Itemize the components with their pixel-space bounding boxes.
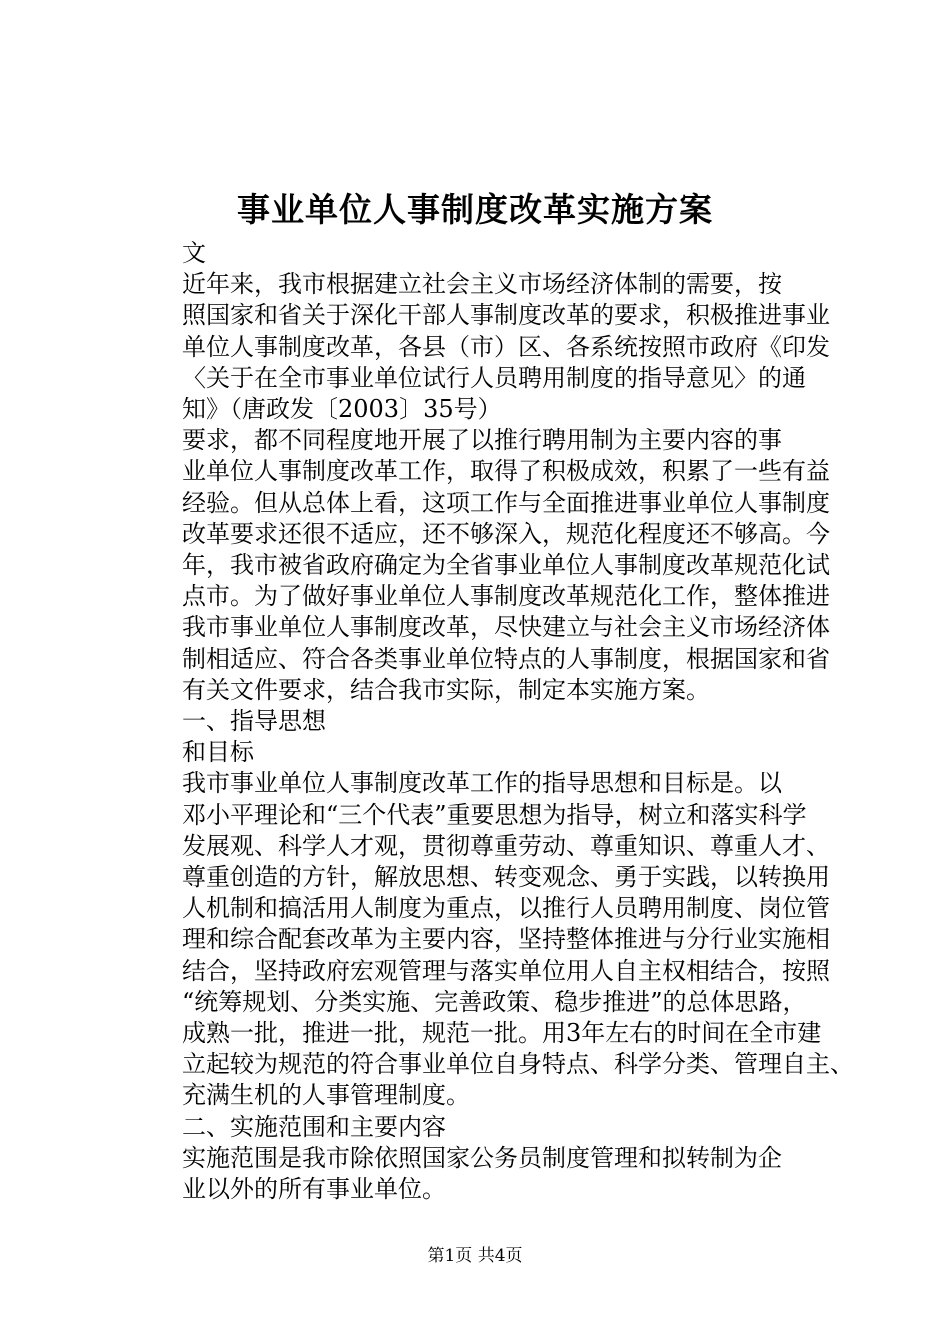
text-line: 有关文件要求，结合我市实际，制定本实施方案。 <box>182 675 710 704</box>
body-paragraph <box>130 1143 850 1205</box>
text-line: 充满生机的人事管理制度。 <box>182 1081 470 1110</box>
text-line: 近年来，我市根据建立社会主义市场经济体制的需要，按 <box>182 270 782 299</box>
text-line: 二、实施范围和主要内容 <box>182 1112 446 1141</box>
body-paragraph <box>130 706 850 737</box>
text-line: 理和综合配套改革为主要内容，坚持整体推进与分行业实施相 <box>182 925 830 954</box>
text-line: 业以外的所有事业单位。 <box>182 1175 446 1204</box>
text-line: 我市事业单位人事制度改革，尽快建立与社会主义市场经济体 <box>182 613 830 642</box>
text-line: “统筹规划、分类实施、完善政策、稳步推进”的总体思路， <box>182 987 807 1016</box>
text-line: 发展观、科学人才观，贯彻尊重劳动、尊重知识、尊重人才、 <box>182 831 830 860</box>
text-line: 结合，坚持政府宏观管理与落实单位用人自主权相结合，按照 <box>182 956 830 985</box>
body-paragraph <box>130 425 850 706</box>
text-line: 改革要求还很不适应，还不够深入，规范化程度还不够高。今 <box>182 519 830 548</box>
document-title: 事业单位人事制度改革实施方案 <box>237 190 713 229</box>
body-paragraph <box>130 1112 850 1143</box>
page-footer: 第1页 共4页 <box>427 1246 523 1266</box>
text-line: 立起较为规范的符合事业单位自身特点、科学分类、管理自主、 <box>182 1050 854 1079</box>
text-line: 〈关于在全市事业单位试行人员聘用制度的指导意见〉的通 <box>182 363 806 392</box>
text-line: 年，我市被省政府确定为全省事业单位人事制度改革规范化试 <box>182 551 830 580</box>
text-line: 实施范围是我市除依照国家公务员制度管理和拟转制为企 <box>182 1143 782 1172</box>
text-line: 尊重创造的方针，解放思想、转变观念、勇于实践，以转换用 <box>182 863 830 892</box>
text-line: 点市。为了做好事业单位人事制度改革规范化工作，整体推进 <box>182 582 830 611</box>
body-paragraph <box>130 768 854 1111</box>
text-line: 业单位人事制度改革工作，取得了积极成效，积累了一些有益 <box>182 457 830 486</box>
text-line: 成熟一批，推进一批，规范一批。用3年左右的时间在全市建 <box>182 1019 822 1048</box>
text-line: 我市事业单位人事制度改革工作的指导思想和目标是。以 <box>182 769 782 798</box>
text-line: 邓小平理论和“三个代表”重要思想为指导，树立和落实科学 <box>182 800 807 829</box>
body-paragraph <box>130 737 850 768</box>
text-line: 知》（唐政发〔2003〕35号） <box>182 395 502 424</box>
text-line: 要求，都不同程度地开展了以推行聘用制为主要内容的事 <box>182 426 782 455</box>
text-line: 单位人事制度改革，各县（市）区、各系统按照市政府《印发 <box>182 332 830 361</box>
text-line: 人机制和搞活用人制度为重点，以推行人员聘用制度、岗位管 <box>182 894 830 923</box>
text-line: 一、指导思想 <box>182 707 326 736</box>
document-body <box>130 238 854 1205</box>
text-line: 和目标 <box>182 738 254 767</box>
body-paragraph <box>130 238 850 269</box>
text-line: 照国家和省关于深化干部人事制度改革的要求，积极推进事业 <box>182 301 830 330</box>
text-line: 经验。但从总体上看，这项工作与全面推进事业单位人事制度 <box>182 488 830 517</box>
body-paragraph <box>130 269 850 425</box>
text-line: 制相适应、符合各类事业单位特点的人事制度，根据国家和省 <box>182 644 830 673</box>
text-line: 文 <box>182 239 206 267</box>
